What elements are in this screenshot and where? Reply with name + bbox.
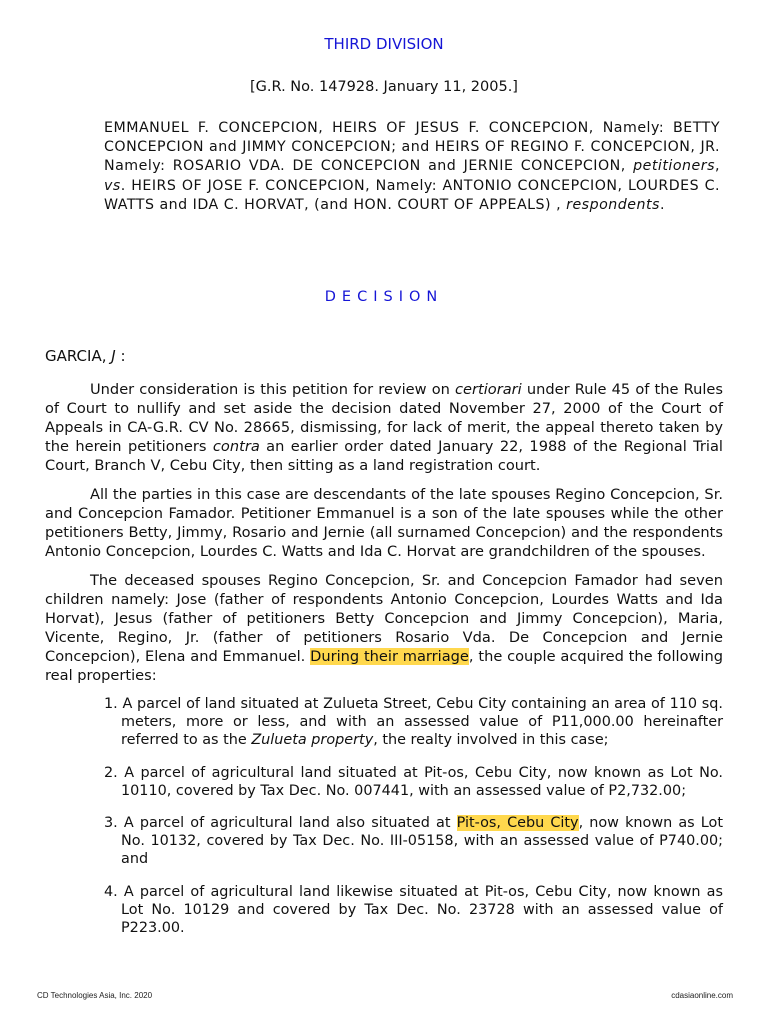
decision-body xyxy=(45,380,723,951)
list-item-number: 3. xyxy=(104,815,124,832)
list-item-text: A parcel of agricultural land situated at Pit-os, Cebu City, now known as Lot No. 10110, covered by Tax Dec. No. 007441, with an assessed value of P2,732.00; xyxy=(121,764,723,799)
zulueta-property-term: Zulueta property xyxy=(251,732,374,749)
certiorari-term: certiorari xyxy=(455,381,522,398)
caption-comma: , xyxy=(714,158,720,175)
property-list xyxy=(45,695,723,937)
paragraph-1 xyxy=(45,380,723,475)
paragraph-3-text-a: The deceased spouses Regino Concepcion, Sr. and Concepcion Famador had seven children namely: Jose (father of respondents Antonio Concepcion, Lourdes Watts and Ida Horvat), Jesus (father of petitioners Betty Concepcion and Jimmy Concepcion), Maria, Vicente, Regino, Jr. (father of petitioners Rosario Vda. De Concepcion and Jernie Concepcion), Elena and Emmanuel. xyxy=(45,572,723,665)
list-item-number: 2. xyxy=(104,764,125,781)
highlighted-text[interactable]: Pit-os, Cebu City xyxy=(456,815,579,832)
ponente xyxy=(45,347,126,365)
paragraph-1-text-c: an earlier order dated January 22, 1988 of the Regional Trial Court, Branch V, Cebu City, then sitting as a land registration court. xyxy=(45,438,723,474)
list-item-text: A parcel of agricultural land likewise situated at Pit-os, Cebu City, now known as Lot No. 10129 and covered by Tax Dec. No. 23728 with an assessed value of P223.00. xyxy=(121,883,723,937)
contra-term: contra xyxy=(212,438,260,455)
paragraph-3-text-b: , the couple acquired the following real properties: xyxy=(45,648,724,684)
ponente-name: GARCIA, xyxy=(45,347,112,365)
gr-number: [G.R. No. 147928. January 11, 2005.] xyxy=(250,79,518,95)
paragraph-1-text-b: under Rule 45 of the Rules of Court to nullify and set aside the decision dated November 27, 2000 of the Court of Appeals in CA-G.R. CV No. 28665, dismissing, for lack of merit, the appeal thereto taken by the herein petitioners xyxy=(45,381,723,455)
list-item-number: 1. xyxy=(104,696,123,712)
respondents-label: respondents xyxy=(566,196,660,213)
list-item xyxy=(45,814,723,869)
ponente-title: J xyxy=(111,347,116,365)
petitioners-label: petitioners xyxy=(633,158,715,175)
division-heading: THIRD DIVISION xyxy=(324,35,444,53)
paragraph-2: All the parties in this case are descendants of the late spouses Regino Concepcion, Sr. and Concepcion Famador. Petitioner Emmanuel is a son of the late spouses while the other petitioners Betty, Jimmy, Rosario and Jernie (all surnamed Concepcion) and the respondents Antonio Concepcion, Lourdes C. Watts and Ida C. Horvat are grandchildren of the spouses. xyxy=(45,486,723,560)
caption-petitioners-names: EMMANUEL F. CONCEPCION, HEIRS OF JESUS F. CONCEPCION, Namely: BETTY CONCEPCION and JIMMY CONCEPCION; and HEIRS OF REGINO F. CONCEPCION, JR. Namely: ROSARIO VDA. DE CONCEPCION and JERNIE CONCEPCION, xyxy=(104,120,720,175)
paragraph-1-text-a: Under consideration is this petition for review on xyxy=(90,381,455,398)
caption-respondents-names: . HEIRS OF JOSE F. CONCEPCION, Namely: ANTONIO CONCEPCION, LOURDES C. WATTS and IDA C. HORVAT, (and HON. COURT OF APPEALS) , xyxy=(104,177,720,213)
versus-label: vs xyxy=(104,177,121,194)
footer-site-link[interactable]: cdasiaonline.com xyxy=(671,991,733,1000)
list-item-text: A parcel of land situated at Zulueta Street, Cebu City containing an area of 110 sq. meters, more or less, and with an assessed value of P11,000.00 hereinafter referred to as the xyxy=(121,696,723,749)
list-item-text-end: , now known as Lot No. 10132, covered by Tax Dec. No. III-05158, with an assessed value of P740.00; and xyxy=(121,815,723,868)
list-item xyxy=(45,883,723,938)
footer-copyright: CD Technologies Asia, Inc. 2020 xyxy=(37,991,153,1000)
list-item-text-end: , the realty involved in this case; xyxy=(373,732,609,749)
highlighted-text[interactable]: During their marriage xyxy=(310,648,469,665)
list-item xyxy=(45,764,723,800)
case-caption xyxy=(104,119,720,215)
caption-end: . xyxy=(659,196,665,213)
list-item xyxy=(45,695,723,750)
list-item-number: 4. xyxy=(104,883,124,900)
list-item-text: A parcel of agricultural land also situated at xyxy=(123,815,457,832)
ponente-suffix: : xyxy=(115,347,126,365)
decision-heading: DECISION xyxy=(324,289,444,305)
paragraph-3 xyxy=(45,571,723,685)
